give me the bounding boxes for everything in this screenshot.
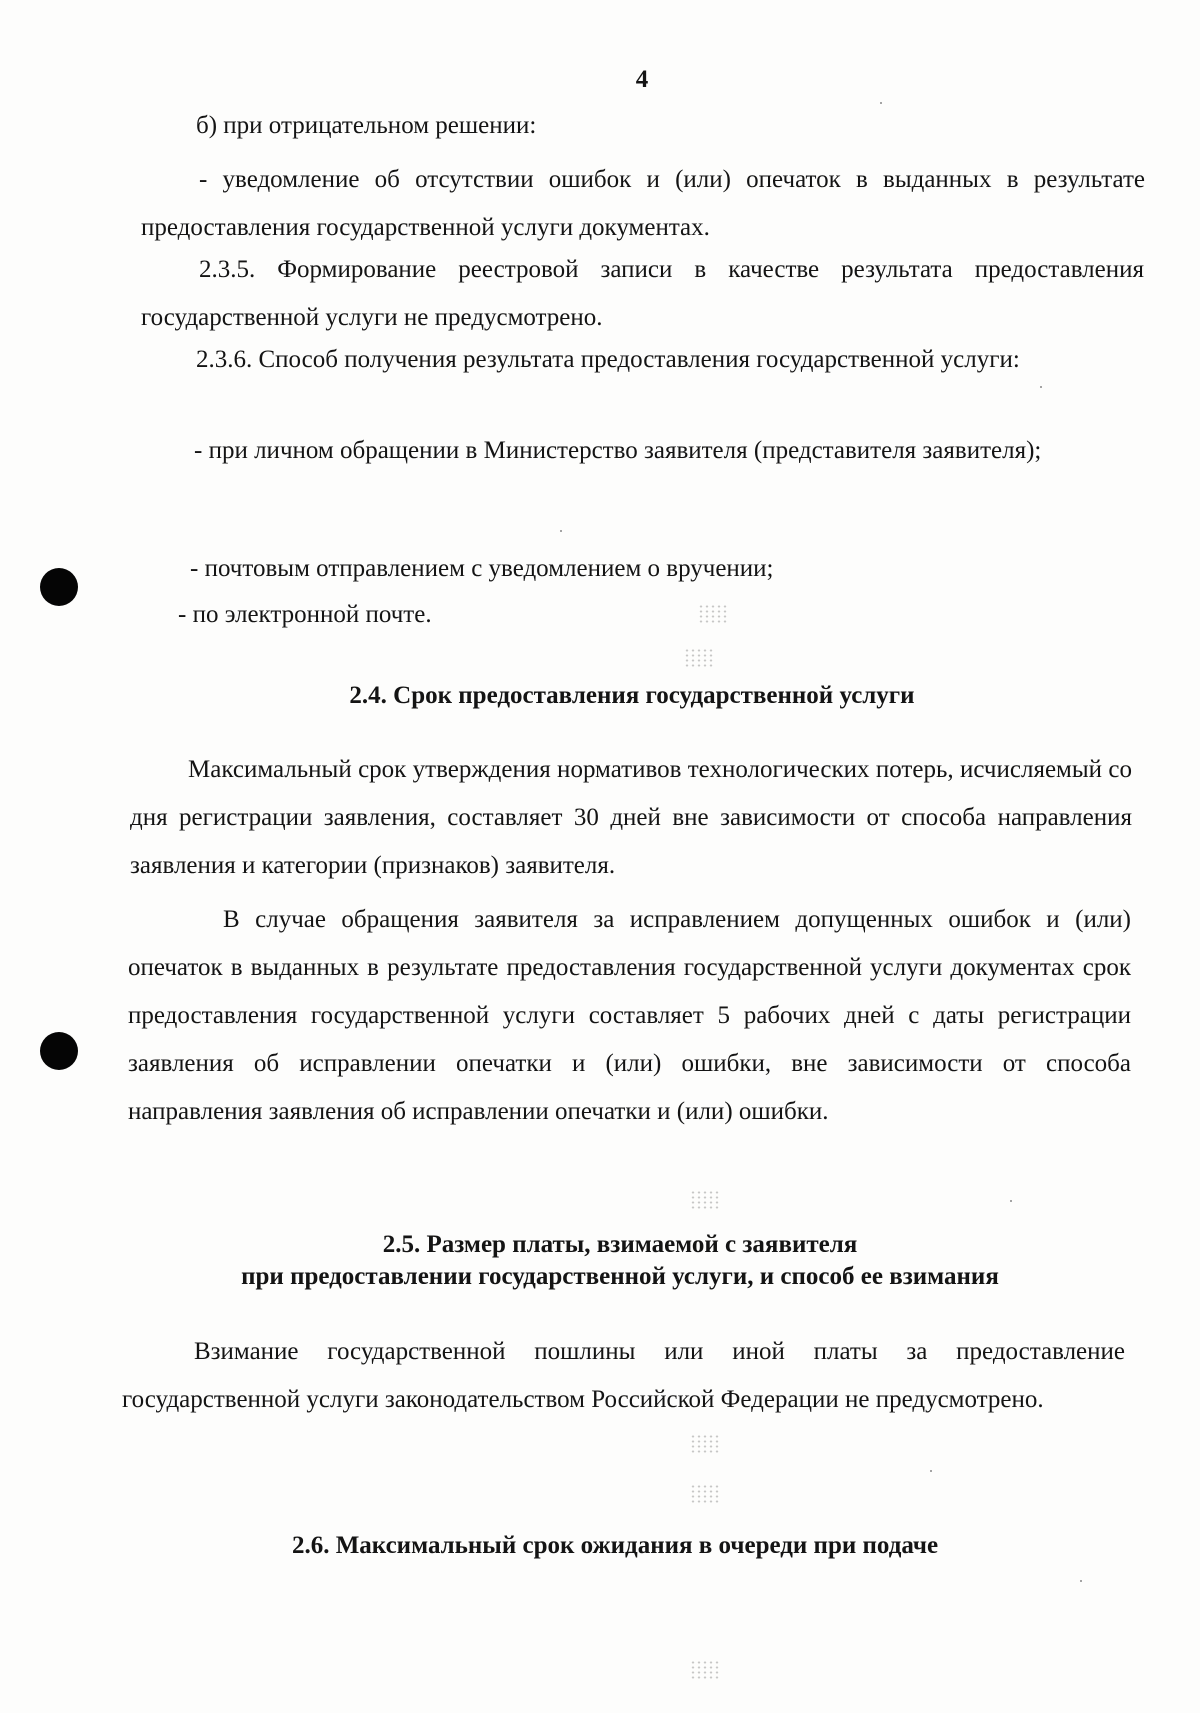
scan-noise <box>690 1190 720 1210</box>
punch-hole-bottom <box>40 1032 78 1070</box>
section-2-4-heading: 2.4. Срок предоставления государственной услуги <box>349 682 915 709</box>
section-2-6-heading-line-1: 2.6. Максимальный срок ожидания в очереди при подаче <box>291 1532 939 1559</box>
scan-speck <box>560 530 562 532</box>
scan-noise <box>690 1660 720 1680</box>
negative-decision-label: б) при отрицательном решении: <box>196 112 537 139</box>
scan-speck <box>880 102 882 104</box>
scan-noise <box>698 604 728 624</box>
scan-noise <box>690 1434 720 1454</box>
negative-decision-item: - уведомление об отсутствии ошибок и (или) опечаток в выданных в результате предоставления государственной услуги документах. <box>141 166 1145 241</box>
section-2-4-paragraph-2: В случае обращения заявителя за исправлением допущенных ошибок и (или) опечаток в выданных в результате предоставления государственной услуги документах срок предоставления государственной услуги составляет 5 рабочих дней с даты регистрации заявления об исправлении опечатки и (или) ошибки, вне зависимости от способа направления заявления об исправлении опечатки и (или) ошибки. <box>128 906 1131 1125</box>
scan-noise <box>684 648 714 668</box>
method-item-personal: - при личном обращении в Министерство заявителя (представителя заявителя); <box>194 437 1042 464</box>
scan-speck <box>1080 1580 1082 1582</box>
method-item-email: - по электронной почте. <box>178 601 432 628</box>
method-item-post: - почтовым отправлением с уведомлением о вручении; <box>190 555 774 582</box>
scan-speck <box>930 1470 932 1472</box>
paragraph-2-3-5: 2.3.5. Формирование реестровой записи в качестве результата предоставления государственной услуги не предусмотрено. <box>141 256 1144 331</box>
punch-hole-top <box>40 568 78 606</box>
section-2-5-paragraph: Взимание государственной пошлины или иной платы за предоставление государственной услуги законодательством Российской Федерации не предусмотрено. <box>122 1338 1125 1413</box>
scan-speck <box>1040 386 1042 388</box>
section-2-5-heading-line-2: при предоставлении государственной услуги, и способ ее взимания <box>241 1263 999 1290</box>
section-2-4-paragraph-1: Максимальный срок утверждения нормативов технологических потерь, исчисляемый со дня регистрации заявления, составляет 30 дней вне зависимости от способа направления заявления и категории (признаков) заявителя. <box>130 756 1132 879</box>
page-number: 4 <box>635 66 649 93</box>
paragraph-2-3-6: 2.3.6. Способ получения результата предоставления государственной услуги: <box>196 346 1020 373</box>
scan-noise <box>690 1484 720 1504</box>
section-2-5-heading-line-1: 2.5. Размер платы, взимаемой с заявителя <box>382 1231 858 1258</box>
scan-speck <box>1010 1200 1012 1202</box>
